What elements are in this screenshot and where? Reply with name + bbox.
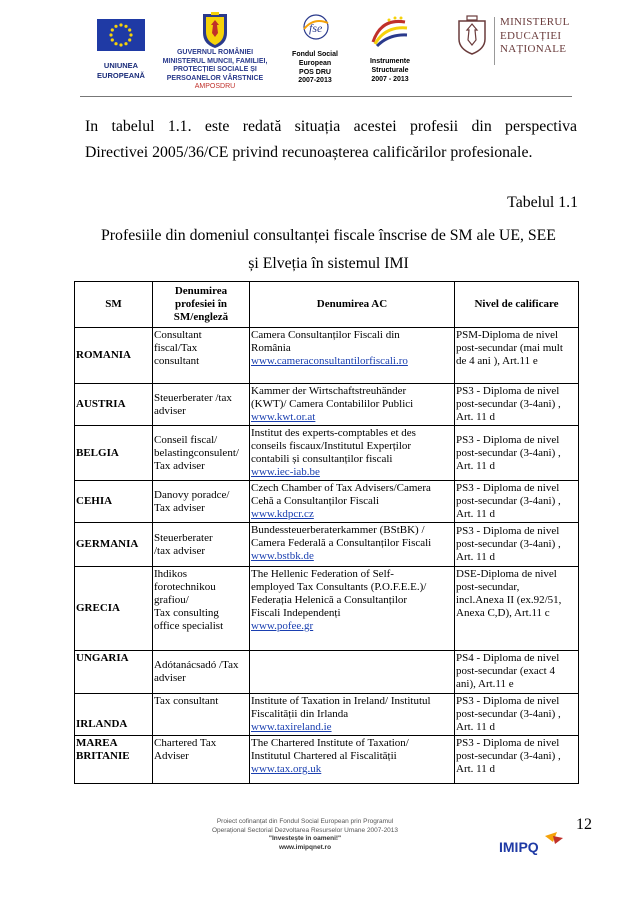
cell-profession: Conseil fiscal/ belastingconsulent/ Tax adviser bbox=[153, 426, 250, 481]
cell-member-state: BELGIA bbox=[75, 426, 153, 481]
cell-profession: Adótanácsadó /Tax adviser bbox=[153, 651, 250, 694]
cell-authority: Institute of Taxation in Ireland/ Institutul Fiscalității din Irlanda www.taxireland.ie bbox=[250, 694, 455, 736]
header-level: Nivel de calificare bbox=[455, 282, 579, 328]
table-row bbox=[75, 567, 579, 651]
imipq-logo-text: IMIPQ bbox=[499, 839, 539, 855]
imipq-logo-icon bbox=[497, 832, 567, 856]
cell-qualification-level: PS3 - Diploma de nivel post-secundar (3-4ani) , Art. 11 d bbox=[455, 736, 579, 784]
cell-authority: The Chartered Institute of Taxation/ Institutul Chartered al Fiscalității www.tax.org.uk bbox=[250, 736, 455, 784]
cell-profession: Tax consultant bbox=[153, 694, 250, 736]
table-row bbox=[75, 523, 579, 567]
ac-website-link[interactable]: www.iec-iab.be bbox=[251, 466, 320, 478]
cell-qualification-level: PS3 - Diploma de nivel post-secundar (3-4ani) , Art. 11 d bbox=[455, 426, 579, 481]
cell-member-state: UNGARIA bbox=[75, 651, 153, 694]
fse-caption: Fondul Social European POS DRU 2007-2013 bbox=[292, 51, 338, 85]
structural-instruments-logo-icon bbox=[367, 14, 411, 48]
cell-authority bbox=[250, 651, 455, 694]
page-number: 12 bbox=[576, 816, 592, 833]
cell-member-state: CEHIA bbox=[75, 481, 153, 523]
page-header bbox=[0, 0, 638, 100]
ministry-name: MINISTERUL EDUCAȚIEI NAȚIONALE bbox=[500, 16, 570, 55]
romania-coat-of-arms-icon bbox=[200, 11, 230, 49]
ac-website-link[interactable]: www.cameraconsultantilorfiscali.ro bbox=[251, 355, 408, 367]
cell-qualification-level: DSE-Diploma de nivel post-secundar, incl.Anexa II (ex.92/51, Anexa C,D), Art.11 c bbox=[455, 567, 579, 651]
table-row bbox=[75, 694, 579, 736]
ministry-divider bbox=[494, 17, 495, 65]
cell-qualification-level: PSM-Diploma de nivel post-secundar (mai mult de 4 ani ), Art.11 e bbox=[455, 328, 579, 384]
ac-website-link[interactable]: www.bstbk.de bbox=[251, 550, 314, 562]
ac-website-link[interactable]: www.kwt.or.at bbox=[251, 411, 316, 423]
table-title: Profesiile din domeniul consultanței fiscale înscrise de SM ale UE, SEE și Elveția în sistemul IMI bbox=[101, 227, 556, 272]
cell-member-state: AUSTRIA bbox=[75, 384, 153, 426]
cell-profession: Steuerberater /tax adviser bbox=[153, 523, 250, 567]
cell-profession: Danovy poradce/ Tax adviser bbox=[153, 481, 250, 523]
cell-authority: Kammer der Wirtschaftstreuhänder (KWT)/ Camera Contabililor Publici www.kwt.or.at bbox=[250, 384, 455, 426]
svg-text:fse: fse bbox=[309, 21, 323, 35]
government-caption: GUVERNUL ROMÂNIEI MINISTERUL MUNCII, FAMILIEI, PROTECȚIEI SOCIALE ȘI PERSOANELOR VÂRSTNICE AMPOSDRU bbox=[162, 49, 268, 91]
cell-member-state: GRECIA bbox=[75, 567, 153, 651]
footer-cofinancing-text: Proiect cofinanțat din Fondul Social European prin Programul Operațional Sectorial Dezvoltarea Resurselor Umane 2007-2013 "Investește în oameni!" www.imipqnet.ro bbox=[211, 818, 399, 851]
eu-caption: UNIUNEA EUROPEANĂ bbox=[97, 61, 145, 80]
cell-profession: Steuerberater /tax adviser bbox=[153, 384, 250, 426]
cell-qualification-level: PS3 - Diploma de nivel post-secundar (3-4ani) , Art. 11 d bbox=[455, 481, 579, 523]
table-row bbox=[75, 651, 579, 694]
header-ac: Denumirea AC bbox=[250, 282, 455, 328]
structural-instruments-caption: Instrumente Structurale 2007 - 2013 bbox=[369, 58, 411, 83]
ac-website-link[interactable]: www.taxireland.ie bbox=[251, 721, 332, 733]
cell-qualification-level: PS3 - Diploma de nivel post-secundar (3-4ani) , Art. 11 d bbox=[455, 694, 579, 736]
cell-authority: Czech Chamber of Tax Advisers/Camera Cehă a Consultanților Fiscali www.kdpcr.cz bbox=[250, 481, 455, 523]
cell-member-state: GERMANIA bbox=[75, 523, 153, 567]
cell-profession: Chartered Tax Adviser bbox=[153, 736, 250, 784]
cell-member-state: ROMANIA bbox=[75, 328, 153, 384]
cell-qualification-level: PS3 - Diploma de nivel post-secundar (3-4ani) , Art. 11 d bbox=[455, 384, 579, 426]
cell-qualification-level: PS4 - Diploma de nivel post-secundar (exact 4 ani), Art.11 e bbox=[455, 651, 579, 694]
table-row bbox=[75, 481, 579, 523]
ministry-crest-icon bbox=[455, 15, 489, 55]
header-rule bbox=[80, 96, 572, 97]
cell-profession: Consultant fiscal/Tax consultant bbox=[153, 328, 250, 384]
intro-paragraph: In tabelul 1.1. este redată situația acestei profesii din perspectiva Directivei 2005/36/CE privind recunoașterea calificărilor profesionale. bbox=[85, 118, 577, 161]
cell-qualification-level: PS3 - Diploma de nivel post-secundar (3-4ani) , Art. 11 d bbox=[455, 523, 579, 567]
table-row bbox=[75, 384, 579, 426]
ac-website-link[interactable]: www.pofee.gr bbox=[251, 620, 314, 632]
header-profession: Denumirea profesiei în SM/engleză bbox=[153, 282, 250, 328]
table-row bbox=[75, 426, 579, 481]
table-row bbox=[75, 736, 579, 784]
cell-member-state: MAREA BRITANIE bbox=[75, 736, 153, 784]
eu-flag-icon bbox=[97, 19, 145, 51]
cell-authority: Institut des experts-comptables et des conseils fiscaux/Institutul Experților contabili și consultanților fiscali www.iec-iab.be bbox=[250, 426, 455, 481]
cell-authority: The Hellenic Federation of Self- employed Tax Consultants (P.O.F.E.E.)/ Federația Helenică a Consultanților Fiscali Independenți www.pofee.gr bbox=[250, 567, 455, 651]
cell-authority: Bundessteuerberaterkammer (BStBK) / Camera Federală a Consultanților Fiscali www.bstbk.de bbox=[250, 523, 455, 567]
fse-logo-icon bbox=[294, 13, 338, 41]
professions-table bbox=[74, 281, 579, 784]
header-sm: SM bbox=[75, 282, 153, 328]
cell-profession: Ihdikos forotechnikou grafiou/ Tax consulting office specialist bbox=[153, 567, 250, 651]
table-label: Tabelul 1.1 bbox=[507, 194, 578, 211]
ac-website-link[interactable]: www.tax.org.uk bbox=[251, 763, 322, 775]
table-header-row bbox=[75, 282, 579, 328]
table-row bbox=[75, 328, 579, 384]
cell-member-state: IRLANDA bbox=[75, 694, 153, 736]
cell-authority: Camera Consultanților Fiscali din România www.cameraconsultantilorfiscali.ro bbox=[250, 328, 455, 384]
ac-website-link[interactable]: www.kdpcr.cz bbox=[251, 508, 314, 520]
